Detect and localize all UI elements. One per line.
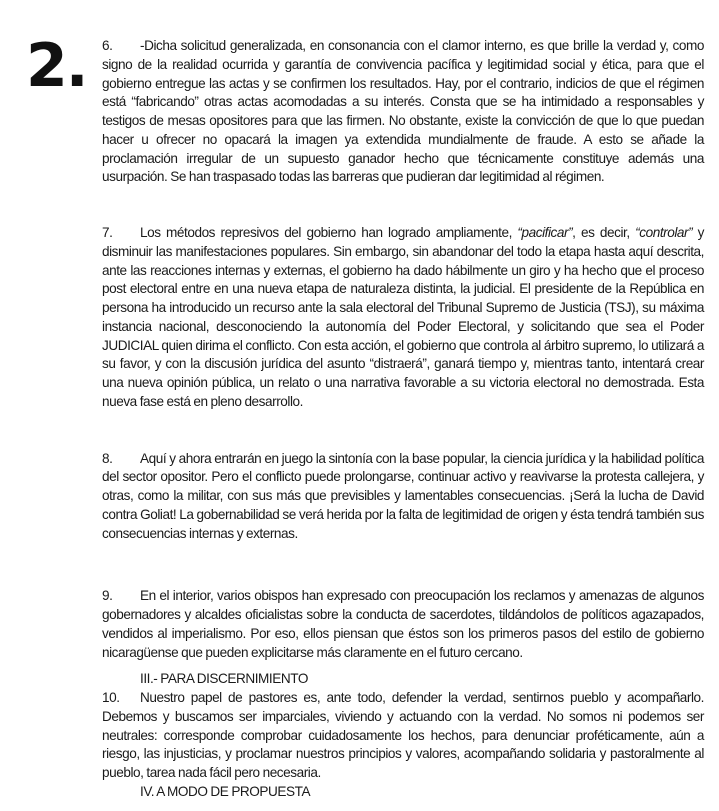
paragraph-8 <box>102 450 704 544</box>
paragraph-text: Nuestro papel de pastores es, ante todo, defender la verdad, sentirnos pueblo y acompañarlo. Debemos y buscamos ser imparciales, viviendo y actuando con la verdad. No somos ni podemos ser neutrales: corresponde comprobar cuidadosamente los hechos, para denunciar proféticamente, aún a riesgo, las injusticias, y proclamar nuestros principios y valores, acompañando solidaria y pastoralmente al pueblo, tarea nada fácil pero necesaria. <box>102 690 704 780</box>
paragraph-9 <box>102 587 704 662</box>
paragraph-spacer <box>102 412 704 450</box>
paragraph-text: Aquí y ahora entrarán en juego la sintonía con la base popular, la ciencia jurídica y la habilidad política del sector opositor. Pero el conflicto puede prolongarse, continuar activo y reavivarse la protesta callejera, y otras, como la militar, con sus más que previsibles y lamentables consecuencias. ¡Será la lucha de David contra Goliat! La gobernabilidad se verá herida por la falta de legitimidad de origen y ésta tendrá también sus consecuencias internas y externas. <box>102 450 704 541</box>
paragraph-number: 6. <box>102 38 113 53</box>
paragraph-spacer <box>102 543 704 587</box>
emphasized-term-pacificar: “pacificar” <box>517 225 573 240</box>
section-number: 2. <box>26 31 87 101</box>
paragraph-spacer <box>102 662 704 670</box>
paragraph-number: 10. <box>102 690 120 705</box>
paragraph-6 <box>102 37 704 187</box>
paragraph-number: 7. <box>102 225 113 240</box>
emphasized-term-controlar: “controlar” <box>635 225 693 240</box>
paragraph-text-part: , es decir, <box>572 225 636 240</box>
paragraph-spacer <box>102 187 704 224</box>
section-heading-iv: IV. A MODO DE PROPUESTA <box>140 783 311 799</box>
paragraph-text: -Dicha solicitud generalizada, en consonancia con el clamor interno, es que brille la verdad y, como signo de la realidad ocurrida y garantía de convivencia pacífica y legitimidad social y ética, para que el gobierno entregue las actas y se confirmen los resultados. Hay, por el contrario, indicios de que el régimen está “fabricando” otras actas acomodadas a su interés. Consta que se ha intimidado a responsables y testigos de mesas opositores para que las firmen. No obstante, existe la convicción de que lo que puedan hacer u ofrecer no opacará la imagen ya extendida mundialmente de fraude. A esto se añade la proclamación irregular de un supuesto ganador hecho que técnicamente constituye además una usurpación. Se han traspasado todas las barreras que pudieran dar legitimidad al régimen. <box>102 38 704 185</box>
paragraph-10 <box>102 689 704 783</box>
document-body <box>102 37 704 802</box>
section-heading-iii: III.- PARA DISCERNIMIENTO <box>140 671 308 687</box>
paragraph-7 <box>102 224 704 412</box>
paragraph-text: En el interior, varios obispos han expresado con preocupación los reclamos y amenazas de algunos gobernadores y alcaldes oficialistas sobre la conducta de sacerdotes, tildándolos de políticos agazapados, vendidos al imperialismo. Por eso, ellos piensan que éstos son los primeros pasos del estilo de gobierno nicaragüense que pueden explicitarse más claramente en el futuro cercano. <box>102 588 704 660</box>
paragraph-text-part: Los métodos represivos del gobierno han logrado ampliamente, <box>140 225 518 240</box>
paragraph-text-part: y disminuir las manifestaciones populares. Sin embargo, sin abandonar del todo la etapa hasta aquí descrita, ante las reacciones internas y externas, el gobierno ha dado hábilmente un giro y ha hecho que el proceso post electoral entre en una nueva etapa de naturaleza distinta, la judicial. El presidente de la República en persona ha introducido un recurso ante la sala electoral del Tribunal Supremo de Justicia (TSJ), su máxima instancia nacional, desconociendo la autonomía del Poder Electoral, y solicitando que sea el Poder JUDICIAL quien dirima el conflicto. Con esta acción, el gobierno que controla al árbitro supremo, lo utilizará a su favor, y con la discusión jurídica del asunto “distraerá”, ganará tiempo y, mientras tanto, intentará crear una nueva opinión pública, un relato o una narrativa favorable a su victoria electoral no demostrada. Esta nueva fase está en pleno desarrollo. <box>102 225 704 409</box>
paragraph-number: 9. <box>102 588 113 604</box>
paragraph-number: 8. <box>102 450 113 466</box>
